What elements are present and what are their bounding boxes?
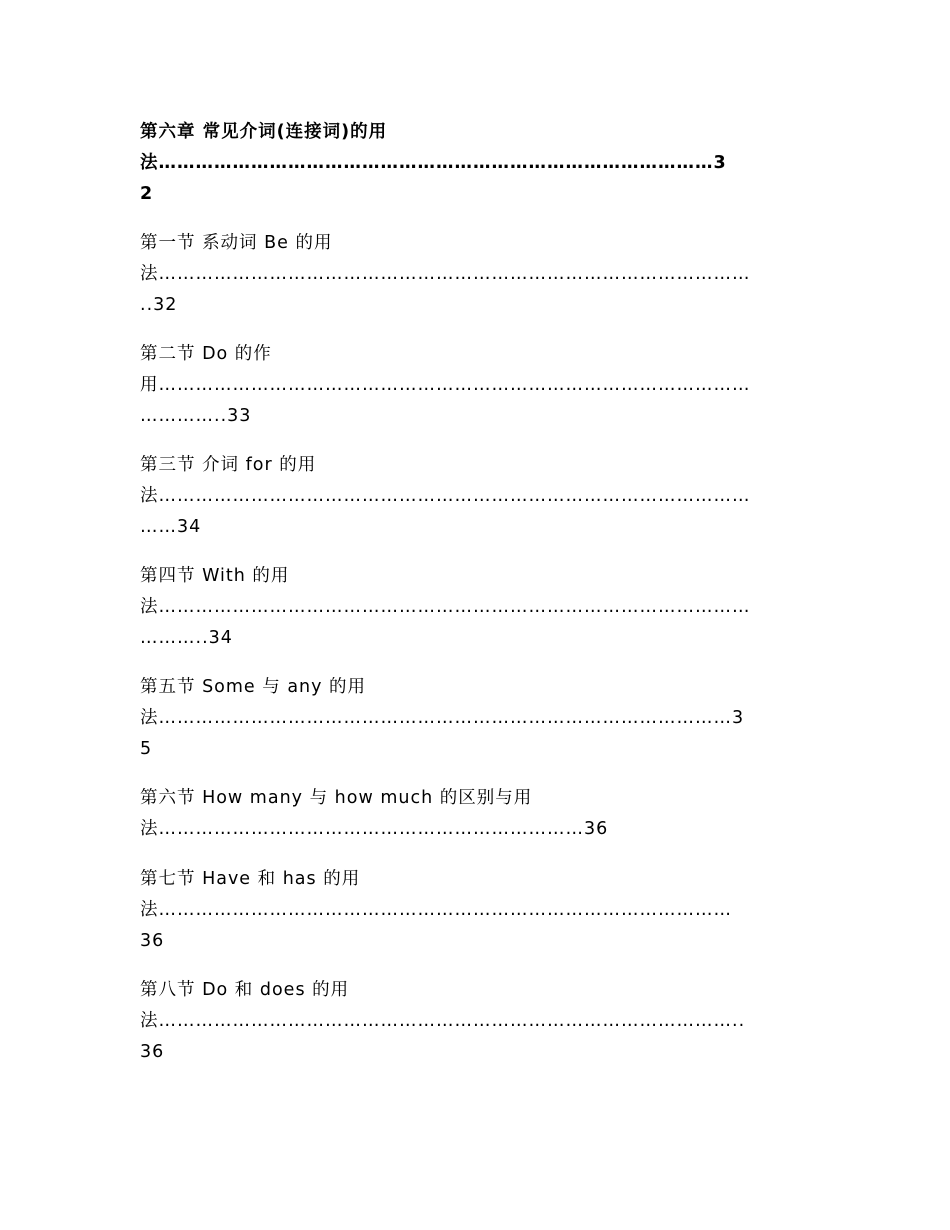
toc-entry-section-3[interactable] xyxy=(140,450,812,543)
toc-entry-section-7[interactable] xyxy=(140,864,812,957)
toc-entry-leader: 法…………………………………………………………………………………… xyxy=(140,597,751,617)
toc-entry-title: 第一节 系动词 Be 的用 xyxy=(140,233,333,253)
toc-entry-leader: 法…………………………………………………………………………………… xyxy=(140,486,751,506)
toc-entry-title: 第八节 Do 和 does 的用 xyxy=(140,980,350,1000)
toc-entry-section-6[interactable] xyxy=(140,783,812,845)
toc-entry-page: 36 xyxy=(140,1042,165,1062)
toc-entry-leader: 法……………………………………………………………36 xyxy=(140,819,609,839)
toc-entry-page: ……34 xyxy=(140,517,202,537)
toc-entry-page: ………..34 xyxy=(140,628,233,648)
toc-entry-leader: 用…………………………………………………………………………………… xyxy=(140,375,751,395)
toc-entry-page: …………..33 xyxy=(140,406,252,426)
toc-entry-title: 第二节 Do 的作 xyxy=(140,344,272,364)
toc-entry-title: 第三节 介词 for 的用 xyxy=(140,455,317,475)
toc-entry-page: 5 xyxy=(140,739,153,759)
toc-entry-title: 第四节 With 的用 xyxy=(140,566,290,586)
toc-entry-section-4[interactable] xyxy=(140,561,812,654)
toc-entry-title: 第七节 Have 和 has 的用 xyxy=(140,869,361,889)
toc-entry-section-5[interactable] xyxy=(140,672,812,765)
table-of-contents xyxy=(140,117,812,1068)
toc-entry-leader: 法………………………………………………………………………………….. xyxy=(140,1011,746,1031)
toc-entry-page: 36 xyxy=(140,931,165,951)
toc-entry-title: 第五节 Some 与 any 的用 xyxy=(140,677,367,697)
toc-entry-page: 2 xyxy=(140,184,154,204)
toc-entry-section-8[interactable] xyxy=(140,975,812,1068)
toc-entry-page: ..32 xyxy=(140,295,178,315)
toc-entry-leader: 法………………………………………………………………………………… xyxy=(140,900,732,920)
toc-entry-title: 第六章 常见介词(连接词)的用 xyxy=(140,122,388,142)
toc-entry-leader: 法…………………………………………………………………………………… xyxy=(140,264,751,284)
toc-entry-section-1[interactable] xyxy=(140,228,812,321)
toc-entry-section-2[interactable] xyxy=(140,339,812,432)
toc-entry-title: 第六节 How many 与 how much 的区别与用 xyxy=(140,788,533,808)
toc-entry-leader: 法…………………………………………………………………………………3 xyxy=(140,708,745,728)
toc-entry-leader: 法………………………………………………………………………………3 xyxy=(140,153,727,173)
toc-entry-chapter-6[interactable] xyxy=(140,117,812,210)
